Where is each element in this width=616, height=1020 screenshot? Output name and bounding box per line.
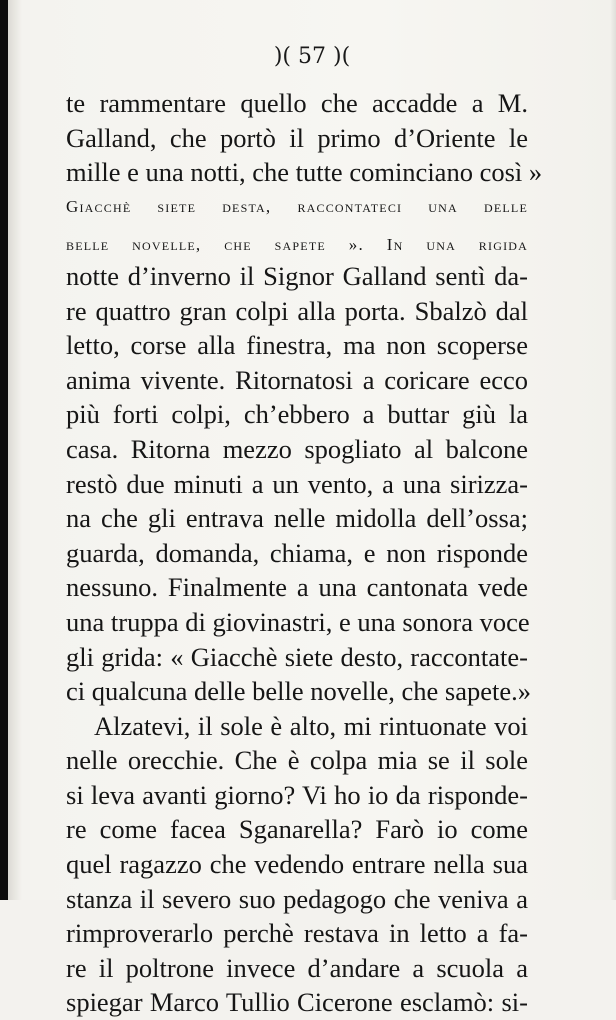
text-line-indented: Alzatevi, il sole è alto, mi rintuonate voi	[94, 710, 528, 741]
text-line: notte d’inverno il Signor Galland sentì da-	[66, 260, 528, 291]
text-line: na che gli entrava nelle midolla dell’ossa;	[66, 503, 528, 534]
book-page	[8, 0, 616, 1018]
text-line: anima vivente. Ritornatosi a coricare ecco	[66, 364, 528, 395]
page-number: )( 57 )(	[273, 44, 351, 69]
text-line: restò due minuti a un vento, a una sirizza-	[66, 468, 528, 499]
text-line-small-caps: Giacchè siete desta, raccontateci una delle	[66, 196, 528, 216]
body-text	[66, 86, 543, 1020]
page-edge-shadow	[610, 0, 616, 900]
book-spine-edge	[0, 0, 8, 900]
text-line	[66, 224, 528, 259]
text-line: Galland, che portò il primo d’Oriente le	[66, 122, 528, 153]
text-line: più forti colpi, ch’ebbero a buttar giù la	[66, 399, 528, 430]
text-line: quel ragazzo che vedendo entrare nella sua	[66, 849, 528, 880]
text-line: una truppa di giovinastri, e una sonora voce	[66, 606, 530, 637]
text-line: letto, corse alla finestra, ma non scoperse	[66, 330, 528, 361]
text-line-small-caps-part: belle novelle, che sapete ». In una rigida	[66, 235, 528, 255]
text-line: gli grida: « Giacchè siete desto, raccontate-	[66, 641, 528, 672]
text-line: guarda, domanda, chiama, e non risponde	[66, 537, 528, 568]
text-line: te rammentare quello che accadde a M.	[66, 88, 528, 118]
text-line: nessuno. Finalmente a una cantonata vede	[66, 572, 528, 603]
text-line: re il poltrone invece d’andare a scuola a	[66, 952, 528, 983]
text-line: nelle orecchie. Che è colpa mia se il sole	[66, 745, 528, 776]
text-line: spiegar Marco Tullio Cicerone esclamò: si-	[66, 987, 528, 1018]
text-line: casa. Ritorna mezzo spogliato al balcone	[66, 433, 528, 464]
text-line: si leva avanti giorno? Vi ho io da risponde-	[66, 779, 528, 810]
text-line: mille e una notti, che tutte cominciano così »	[66, 157, 543, 188]
text-line: rimproverarlo perchè restava in letto a fa-	[66, 918, 528, 949]
text-line: ci qualcuna delle belle novelle, che sapete.»	[66, 676, 532, 707]
text-line: re come facea Sganarella? Farò io come	[66, 814, 528, 845]
text-line: stanza il severo suo pedagogo che veniva a	[66, 883, 528, 914]
text-line: re quattro gran colpi alla porta. Sbalzò dal	[66, 295, 528, 326]
